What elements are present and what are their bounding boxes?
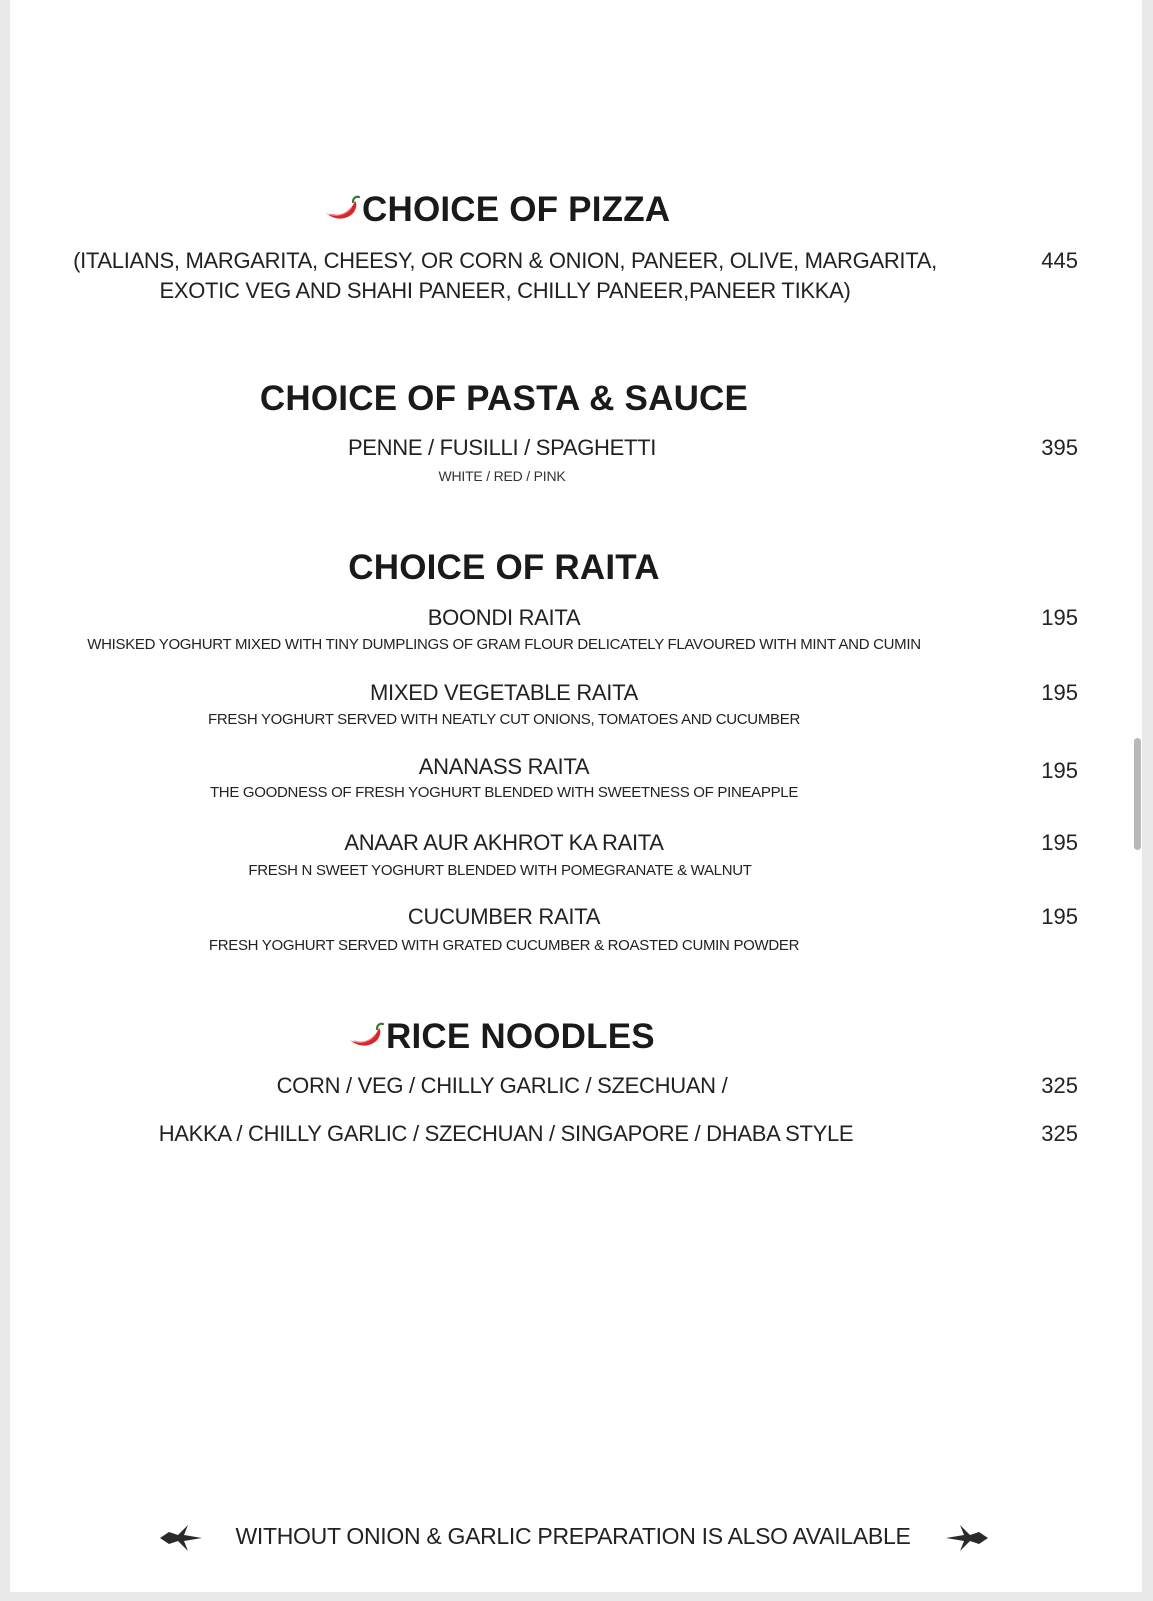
section-title-raita: CHOICE OF RAITA [348, 548, 660, 587]
pizza-price: 445 [1041, 248, 1078, 273]
raita-item-desc: THE GOODNESS OF FRESH YOGHURT BLENDED WITH SWEETNESS OF PINEAPPLE [209, 784, 799, 801]
raita-item-price: 195 [1041, 830, 1078, 855]
raita-item-name: ANAAR AUR AKHROT KA RAITA [344, 830, 664, 855]
raita-item-price: 195 [1041, 758, 1078, 783]
pasta-name: PENNE / FUSILLI / SPAGHETTI [347, 435, 657, 460]
pizza-options-line-1: (ITALIANS, MARGARITA, CHEESY, OR CORN & ONION, PANEER, OLIVE, MARGARITA, [73, 248, 937, 273]
section-title-noodles [348, 1017, 655, 1059]
raita-item-name: MIXED VEGETABLE RAITA [370, 680, 638, 705]
raita-item-desc: WHISKED YOGHURT MIXED WITH TINY DUMPLINGS OF GRAM FLOUR DELICATELY FLAVOURED WITH MINT AND CUMIN [87, 636, 921, 653]
pasta-price: 395 [1041, 435, 1078, 460]
raita-item-desc: FRESH YOGHURT SERVED WITH GRATED CUCUMBER & ROASTED CUMIN POWDER [208, 937, 800, 954]
pizza-options-line-2: EXOTIC VEG AND SHAHI PANEER, CHILLY PANEER,PANEER TIKKA) [159, 278, 851, 303]
raita-item-name: BOONDI RAITA [427, 605, 581, 630]
noodles-item-name: CORN / VEG / CHILLY GARLIC / SZECHUAN / [276, 1073, 728, 1098]
raita-item-desc: FRESH YOGHURT SERVED WITH NEATLY CUT ONIONS, TOMATOES AND CUCUMBER [208, 711, 800, 728]
noodles-item-name: HAKKA / CHILLY GARLIC / SZECHUAN / SINGAPORE / DHABA STYLE [158, 1121, 854, 1146]
chili-pepper-icon [348, 1019, 386, 1059]
raita-item-name: ANANASS RAITA [418, 754, 590, 779]
noodles-item-price: 325 [1041, 1121, 1078, 1146]
raita-item-price: 195 [1041, 680, 1078, 705]
pasta-sauce-options: WHITE / RED / PINK [438, 468, 566, 484]
noodles-item-price: 325 [1041, 1073, 1078, 1098]
raita-item-price: 195 [1041, 904, 1078, 929]
raita-item-name: CUCUMBER RAITA [407, 904, 601, 929]
raita-item-price: 195 [1041, 605, 1078, 630]
footer-note: WITHOUT ONION & GARLIC PREPARATION IS ALSO AVAILABLE [235, 1523, 911, 1549]
section-title-pasta: CHOICE OF PASTA & SAUCE [259, 379, 749, 418]
section-title-text: RICE NOODLES [386, 1017, 655, 1056]
section-title-text: CHOICE OF PIZZA [362, 190, 671, 229]
raita-item-desc: FRESH N SWEET YOGHURT BLENDED WITH POMEGRANATE & WALNUT [248, 862, 752, 879]
fleuron-right-icon [944, 1521, 988, 1560]
section-title-pizza [324, 190, 670, 232]
fleuron-left-icon [160, 1521, 204, 1560]
chili-pepper-icon [324, 192, 362, 232]
scrollbar-thumb[interactable] [1134, 738, 1141, 850]
